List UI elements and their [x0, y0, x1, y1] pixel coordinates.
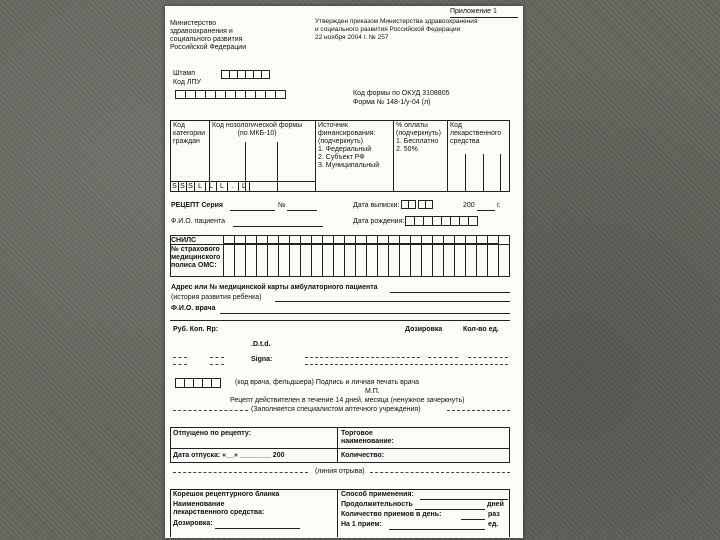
entry-cell: [487, 235, 499, 244]
entry-cell: [487, 244, 499, 277]
nosology-header: Код нозологической формы (по МКБ-10): [212, 122, 303, 137]
stamp-label: Штамп: [173, 70, 196, 77]
history-label: (история развития ребенка): [171, 294, 262, 301]
lpu-code-cells: [175, 90, 285, 99]
approval-block: Утвержден приказом Министерства здравоохранения и социального развития Российской Федерации 22 ноября 2004 г. № 257: [315, 18, 478, 41]
code-letter-cell: L: [238, 181, 250, 192]
issue-date-cells: [401, 200, 432, 209]
rx-header: Руб. Коп. Rp:: [173, 326, 219, 333]
snils-cells: [223, 235, 498, 244]
ministry-block: Министерство здравоохранения и социального развития Российской Федерации: [170, 20, 247, 51]
validity-note: Рецепт действителен в течение 14 дней, месяца (ненужное зачеркнуть): [230, 397, 465, 404]
doctor-label: Ф.И.О. врача: [171, 305, 216, 312]
birth-date-label: Дата рождения:: [353, 218, 405, 225]
form-number: Форма № 148-1/у-04 (л): [353, 99, 431, 106]
quantity-label: Количество:: [341, 452, 385, 459]
tear-line-label: (линия отрыва): [315, 468, 365, 475]
patient-name-label: Ф.И.О. пациента: [171, 218, 225, 225]
signa-label: Signa:: [251, 356, 273, 363]
year-suffix: г.: [497, 202, 501, 209]
policy-cells: [223, 244, 498, 277]
per-dose-label: На 1 прием:: [341, 521, 382, 528]
issue-date-label: Дата выписки:: [353, 202, 400, 209]
code-letter-cell: L: [194, 181, 206, 192]
category-header: Код категории граждан: [173, 122, 205, 145]
doctor-code-caption: (код врача, фельдшера) Подпись и личная печать врача: [235, 379, 419, 386]
code-letter-cell: S: [186, 181, 195, 192]
okud-code: Код формы по ОКУД 3108805: [353, 90, 450, 97]
dtd-label: .D.t.d.: [251, 341, 271, 348]
source-header: Источник финансирования: (подчеркнуть) 1. Федеральный 2. Субъект РФ 3. Муниципальный: [318, 122, 380, 169]
year-prefix: 200: [463, 202, 475, 209]
snils-label: СНИЛС: [171, 237, 197, 244]
times-per-day-label: Количество приемов в день:: [341, 511, 442, 518]
duration-label: Продолжительность: [341, 501, 413, 508]
trade-name-label: Торговое наименование:: [341, 430, 394, 445]
lpu-code-label: Код ЛПУ: [173, 79, 201, 86]
drug-code-header: Код лекарственного средства: [450, 122, 502, 145]
birth-date-cells: [405, 216, 477, 226]
stub-title: Корешок рецептурного бланка: [173, 491, 280, 498]
stamp-cells: [221, 70, 269, 79]
address-label: Адрес или № медицинской карты амбулаторного пациента: [171, 284, 378, 291]
times-label: раз: [488, 511, 500, 518]
appendix-label: Приложение 1: [450, 8, 497, 15]
method-label: Способ применения:: [341, 491, 414, 498]
prescription-form: [165, 6, 523, 538]
code-letter-cell: L: [216, 181, 228, 192]
dosage-header: Дозировка: [405, 326, 443, 333]
number-sign: №: [278, 202, 286, 209]
pharmacy-note: (Заполняется специалистом аптечного учреждения): [251, 406, 421, 413]
units-label: ед.: [488, 521, 499, 528]
qty-header: Кол-во ед.: [463, 326, 499, 333]
dosage2-label: Дозировка:: [173, 520, 213, 527]
code-letter-cell: L: [205, 181, 217, 192]
recipe-series-label: РЕЦЕПТ Серия: [171, 202, 223, 209]
code-letter-cell: .: [227, 181, 239, 192]
code-letter-cells: [170, 181, 249, 192]
code-letter-cell: S: [178, 181, 187, 192]
policy-label: № страхового медицинского полиса ОМС:: [171, 246, 221, 269]
mp-label: М.П.: [365, 388, 380, 395]
payment-header: % оплаты (подчеркнуть) 1. Бесплатно 2. 50%: [396, 122, 441, 153]
dispensed-label: Отпущено по рецепту:: [173, 430, 252, 437]
dispense-date-label: Дата отпуска: «__» ________ 200: [173, 452, 285, 459]
doctor-code-cells: [175, 378, 220, 388]
days-label: дней: [487, 501, 504, 508]
drug-name-label: Наименование лекарственного средства:: [173, 501, 265, 516]
code-letter-cell: S: [170, 181, 179, 192]
